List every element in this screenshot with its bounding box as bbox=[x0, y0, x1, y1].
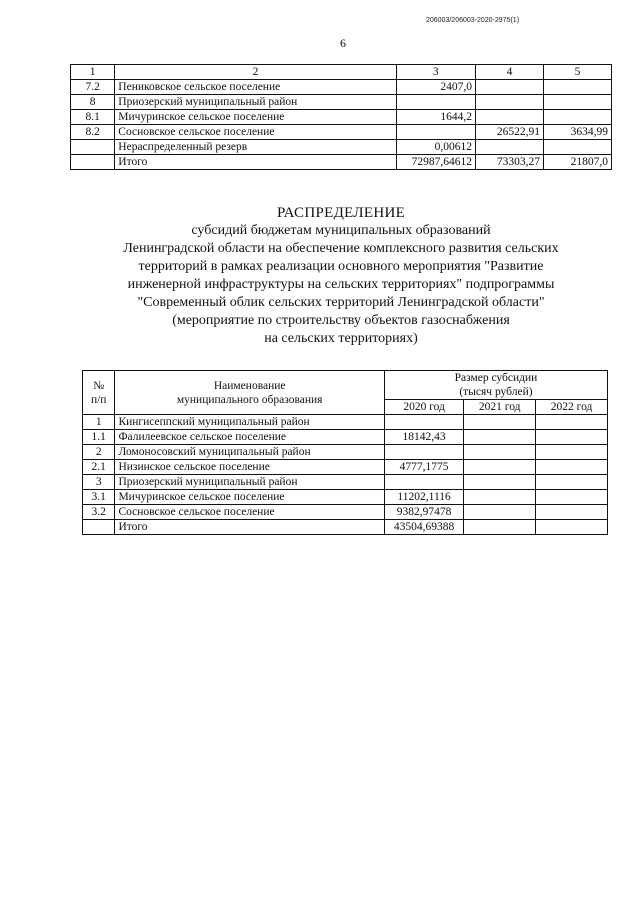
row-name: Пениковское сельское поселение bbox=[115, 80, 396, 95]
header-year: 2020 год bbox=[384, 400, 463, 415]
value-2022 bbox=[536, 460, 608, 475]
value-2020: 0,00612 bbox=[396, 140, 475, 155]
table-row bbox=[83, 415, 608, 430]
value-2022: 21807,0 bbox=[543, 155, 611, 170]
value-2021 bbox=[475, 80, 543, 95]
value-2021 bbox=[464, 430, 536, 445]
header-cell: 1 bbox=[71, 65, 115, 80]
header-cell: 2 bbox=[115, 65, 396, 80]
value-2021 bbox=[475, 110, 543, 125]
row-name: Приозерский муниципальный район bbox=[115, 475, 384, 490]
value-2022 bbox=[536, 415, 608, 430]
header-size-line: (тысяч рублей) bbox=[459, 386, 533, 398]
row-name: Нераспределенный резерв bbox=[115, 140, 396, 155]
value-2022 bbox=[536, 475, 608, 490]
header-year: 2022 год bbox=[536, 400, 608, 415]
header-number-line: № bbox=[93, 379, 105, 392]
table-row bbox=[83, 430, 608, 445]
header-subsidy-size bbox=[384, 371, 607, 400]
table-header-row bbox=[83, 371, 608, 400]
row-number: 2.1 bbox=[83, 460, 115, 475]
distribution-title bbox=[70, 204, 612, 348]
header-year: 2021 год bbox=[464, 400, 536, 415]
title-line: субсидий бюджетам муниципальных образований bbox=[191, 223, 491, 238]
row-name: Низинское сельское поселение bbox=[115, 460, 384, 475]
value-2020 bbox=[384, 475, 463, 490]
value-2020 bbox=[384, 415, 463, 430]
header-size-line: Размер субсидии bbox=[454, 372, 538, 384]
row-number: 8.2 bbox=[71, 125, 115, 140]
table-row bbox=[83, 490, 608, 505]
row-name: Сосновское сельское поселение bbox=[115, 125, 396, 140]
row-name: Фалилеевское сельское поселение bbox=[115, 430, 384, 445]
table-row bbox=[83, 460, 608, 475]
table-row bbox=[71, 110, 612, 125]
header-number bbox=[83, 371, 115, 415]
value-2020: 9382,97478 bbox=[384, 505, 463, 520]
row-number: 1 bbox=[83, 415, 115, 430]
row-number bbox=[71, 155, 115, 170]
table-row bbox=[83, 475, 608, 490]
row-number: 1.1 bbox=[83, 430, 115, 445]
value-2020 bbox=[396, 125, 475, 140]
value-2022: 3634,99 bbox=[543, 125, 611, 140]
row-number: 3 bbox=[83, 475, 115, 490]
header-name bbox=[115, 371, 384, 415]
row-name: Кингисеппский муниципальный район bbox=[115, 415, 384, 430]
total-row bbox=[83, 520, 608, 535]
value-2022 bbox=[536, 520, 608, 535]
row-number: 8 bbox=[71, 95, 115, 110]
row-name: Приозерский муниципальный район bbox=[115, 95, 396, 110]
value-2020 bbox=[384, 445, 463, 460]
total-row bbox=[71, 155, 612, 170]
value-2020 bbox=[396, 95, 475, 110]
value-2020: 4777,1775 bbox=[384, 460, 463, 475]
value-2020: 72987,64612 bbox=[396, 155, 475, 170]
page-number: 6 bbox=[340, 36, 346, 50]
value-2022 bbox=[536, 490, 608, 505]
table-row bbox=[83, 445, 608, 460]
row-name: Итого bbox=[115, 155, 396, 170]
row-number: 8.1 bbox=[71, 110, 115, 125]
value-2022 bbox=[536, 445, 608, 460]
title-line: "Современный облик сельских территорий Ленинградской области" bbox=[137, 295, 545, 310]
value-2020: 11202,1116 bbox=[384, 490, 463, 505]
value-2020: 1644,2 bbox=[396, 110, 475, 125]
header-cell: 4 bbox=[475, 65, 543, 80]
table-row bbox=[71, 140, 612, 155]
value-2021 bbox=[464, 520, 536, 535]
value-2021 bbox=[464, 445, 536, 460]
row-number: 7.2 bbox=[71, 80, 115, 95]
header-name-line: муниципального образования bbox=[176, 393, 323, 406]
header-name-line: Наименование bbox=[213, 379, 286, 392]
value-2021 bbox=[464, 505, 536, 520]
table-row bbox=[83, 505, 608, 520]
value-2022 bbox=[543, 95, 611, 110]
row-number: 3.2 bbox=[83, 505, 115, 520]
value-2021: 26522,91 bbox=[475, 125, 543, 140]
table-row bbox=[71, 80, 612, 95]
table-distribution bbox=[82, 370, 608, 535]
title-line: (мероприятие по строительству объектов газоснабжения bbox=[172, 313, 510, 328]
value-2020: 2407,0 bbox=[396, 80, 475, 95]
value-2021 bbox=[475, 140, 543, 155]
value-2021 bbox=[464, 460, 536, 475]
row-number: 3.1 bbox=[83, 490, 115, 505]
title-line: территорий в рамках реализации основного мероприятия "Развитие bbox=[138, 259, 544, 274]
header-cell: 5 bbox=[543, 65, 611, 80]
title-heading: РАСПРЕДЕЛЕНИЕ bbox=[276, 205, 406, 221]
value-2020: 18142,43 bbox=[384, 430, 463, 445]
value-2021: 73303,27 bbox=[475, 155, 543, 170]
row-name: Мичуринское сельское поселение bbox=[115, 110, 396, 125]
row-name: Итого bbox=[115, 520, 384, 535]
title-line: Ленинградской области на обеспечение комплексного развития сельских bbox=[123, 241, 559, 256]
header-cell: 3 bbox=[396, 65, 475, 80]
value-2021 bbox=[464, 475, 536, 490]
title-line: инженерной инфраструктуры на сельских территориях" подпрограммы bbox=[127, 277, 555, 292]
table-continuation bbox=[70, 64, 612, 170]
value-2022 bbox=[536, 505, 608, 520]
title-line: на сельских территориях) bbox=[264, 331, 418, 346]
row-name: Ломоносовский муниципальный район bbox=[115, 445, 384, 460]
table-row bbox=[71, 95, 612, 110]
document-id: 206003/206003-2020-2975(1) bbox=[426, 17, 520, 24]
row-name: Мичуринское сельское поселение bbox=[115, 490, 384, 505]
row-number bbox=[83, 520, 115, 535]
header-number-line: п/п bbox=[90, 393, 107, 406]
value-2022 bbox=[543, 140, 611, 155]
value-2022 bbox=[543, 110, 611, 125]
value-2021 bbox=[475, 95, 543, 110]
row-number: 2 bbox=[83, 445, 115, 460]
row-number bbox=[71, 140, 115, 155]
value-2022 bbox=[536, 430, 608, 445]
value-2020: 43504,69388 bbox=[384, 520, 463, 535]
value-2021 bbox=[464, 415, 536, 430]
row-name: Сосновское сельское поселение bbox=[115, 505, 384, 520]
value-2022 bbox=[543, 80, 611, 95]
table-row bbox=[71, 125, 612, 140]
table-header-row bbox=[71, 65, 612, 80]
value-2021 bbox=[464, 490, 536, 505]
